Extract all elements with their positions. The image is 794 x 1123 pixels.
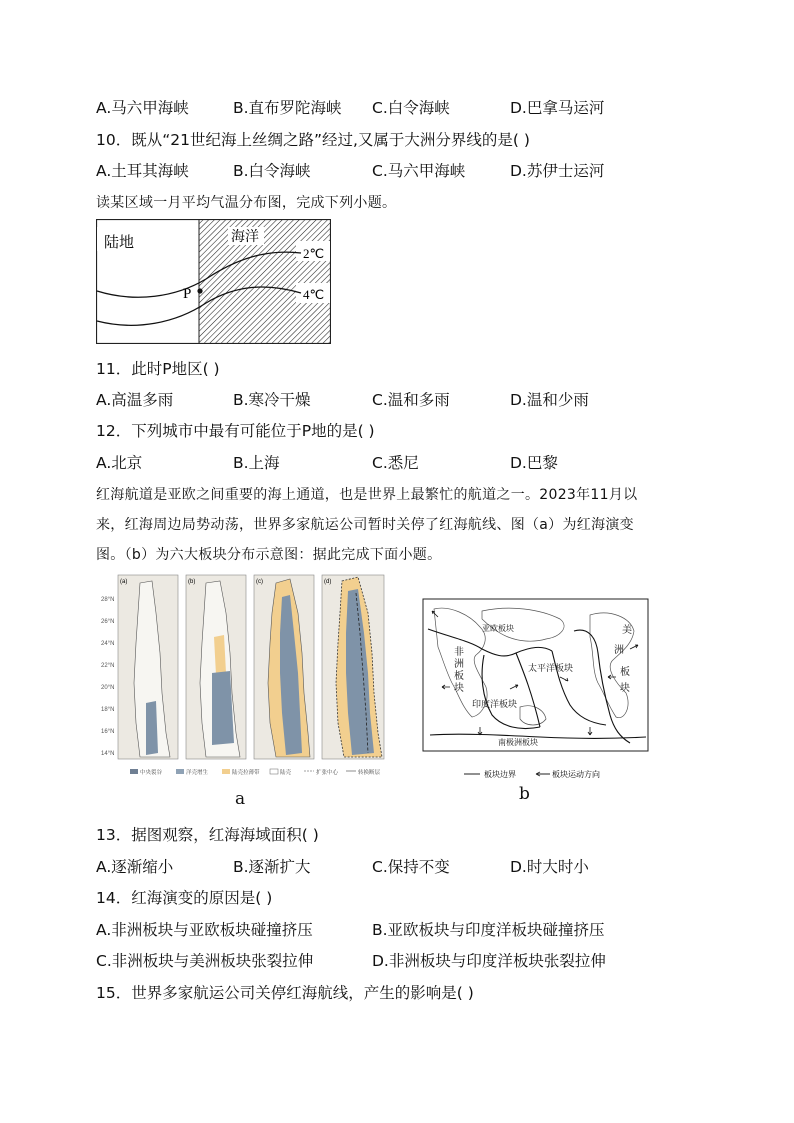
q9-option-c[interactable]: C.白令海峡 <box>372 99 450 117</box>
panel-b-label: (b) <box>188 579 196 585</box>
intro-redsea-line1: 红海航道是亚欧之间重要的海上通道，也是世界上最繁忙的航道之一。2023年11月以 <box>96 487 638 503</box>
lat-tick-3: 24°N <box>101 641 115 647</box>
q14-stem: 14．红海演变的原因是( ) <box>96 889 273 907</box>
q15-stem: 15．世界多家航运公司关停红海航线，产生的影响是( ) <box>96 984 474 1002</box>
q10-stem: 10．既从“21世纪海上丝绸之路”经过,又属于大洲分界线的是( ) <box>96 131 530 149</box>
q11-option-a[interactable]: A.高温多雨 <box>96 391 174 409</box>
lat-tick-1: 28°N <box>101 597 115 603</box>
plate-eurasian: 亚欧板块 <box>482 624 514 633</box>
q10-option-c[interactable]: C.马六甲海峡 <box>372 162 466 180</box>
plates-legend <box>464 769 600 779</box>
q9-option-d[interactable]: D.巴拿马运河 <box>510 99 605 117</box>
evolution-panel-d <box>322 575 384 759</box>
plate-pacific: 太平洋板块 <box>528 663 574 673</box>
panel-a-label: (a) <box>120 579 128 585</box>
lat-tick-2: 26°N <box>101 619 115 625</box>
sea-area <box>199 220 330 343</box>
panel-d-label: (d) <box>324 579 332 585</box>
q12-option-b[interactable]: B.上海 <box>233 454 280 472</box>
q12-option-a[interactable]: A.北京 <box>96 454 143 472</box>
intro-redsea-line2: 来，红海周边局势动荡，世界多家航运公司暂时关停了红海航线、图（a）为红海演变 <box>96 517 634 533</box>
q14-option-d[interactable]: D.非洲板块与印度洋板块张裂拉伸 <box>372 952 606 970</box>
plate-antarctic: 南极洲板块 <box>498 738 538 747</box>
q10-option-d[interactable]: D.苏伊士运河 <box>510 162 605 180</box>
q11-stem: 11．此时P地区( ) <box>96 360 220 378</box>
legend-rift: 中央裂谷 <box>140 770 163 776</box>
evolution-panel-b <box>186 575 246 759</box>
q14-option-b[interactable]: B.亚欧板块与印度洋板块碰撞挤压 <box>372 921 605 939</box>
point-p <box>197 288 202 293</box>
legend-transform-fault: 转换断层 <box>358 770 381 776</box>
lat-tick-5: 20°N <box>101 685 115 691</box>
legend-continental-crust: 陆壳 <box>280 770 292 776</box>
plates-map-figure <box>420 597 652 783</box>
intro-temperature: 读某区域一月平均气温分布图，完成下列小题。 <box>96 195 397 211</box>
svg-text:块: 块 <box>454 683 464 694</box>
q9-option-b[interactable]: B.直布罗陀海峡 <box>233 99 342 117</box>
q12-option-c[interactable]: C.悉尼 <box>372 454 419 472</box>
figure-a-label: a <box>235 789 246 809</box>
sea-label: 海洋 <box>231 228 259 244</box>
q9-option-a[interactable]: A.马六甲海峡 <box>96 99 189 117</box>
q13-option-b[interactable]: B.逐渐扩大 <box>233 858 311 876</box>
plate-african-vertical <box>454 645 464 694</box>
svg-text:美: 美 <box>622 625 632 636</box>
evolution-panel-c <box>254 575 314 759</box>
isotherm-2c-label: 2℃ <box>303 246 325 261</box>
temperature-map <box>96 219 331 344</box>
q10-option-a[interactable]: A.土耳其海峡 <box>96 162 189 180</box>
svg-text:非: 非 <box>454 647 464 658</box>
q12-stem: 12．下列城市中最有可能位于P地的是( ) <box>96 422 375 440</box>
legend-motion-label: 板块运动方向 <box>552 770 600 779</box>
plate-indian: 印度洋板块 <box>472 699 518 709</box>
red-sea-evolution-figure <box>100 573 390 785</box>
legend-ocean-crust: 洋壳增生 <box>186 770 209 776</box>
panel-c-label: (c) <box>256 579 263 585</box>
svg-text:板: 板 <box>620 667 630 678</box>
svg-text:洲: 洲 <box>454 659 464 670</box>
lat-tick-4: 22°N <box>101 663 115 669</box>
point-p-label: P <box>183 286 192 302</box>
lat-tick-6: 18°N <box>101 707 115 713</box>
svg-text:洲: 洲 <box>614 645 624 656</box>
q11-option-d[interactable]: D.温和少雨 <box>510 391 589 409</box>
q13-option-c[interactable]: C.保持不变 <box>372 858 450 876</box>
q14-option-a[interactable]: A.非洲板块与亚欧板块碰撞挤压 <box>96 921 313 939</box>
q11-option-b[interactable]: B.寒冷干燥 <box>233 391 311 409</box>
figure-b-label: b <box>519 784 530 804</box>
intro-redsea-line3: 图。（b）为六大板块分布示意图：据此完成下面小题。 <box>96 547 442 563</box>
q11-option-c[interactable]: C.温和多雨 <box>372 391 450 409</box>
q12-option-d[interactable]: D.巴黎 <box>510 454 558 472</box>
q13-stem: 13．据图观察，红海海域面积( ) <box>96 826 319 844</box>
svg-text:块: 块 <box>620 683 630 694</box>
land-label: 陆地 <box>104 234 135 251</box>
legend-spreading-center: 扩张中心 <box>316 770 339 776</box>
isotherm-4c-label: 4℃ <box>303 287 325 302</box>
q14-option-c[interactable]: C.非洲板块与美洲板块张裂拉伸 <box>96 952 314 970</box>
svg-text:板: 板 <box>454 671 464 682</box>
legend-boundary-label: 板块边界 <box>484 770 516 779</box>
q13-option-d[interactable]: D.时大时小 <box>510 858 589 876</box>
lat-tick-7: 16°N <box>101 729 115 735</box>
lat-tick-8: 14°N <box>101 751 115 757</box>
evolution-panel-a <box>118 575 178 759</box>
q13-option-a[interactable]: A.逐渐缩小 <box>96 858 174 876</box>
q10-option-b[interactable]: B.白令海峡 <box>233 162 311 180</box>
legend-thinned-crust: 陆壳拉薄带 <box>232 770 260 776</box>
